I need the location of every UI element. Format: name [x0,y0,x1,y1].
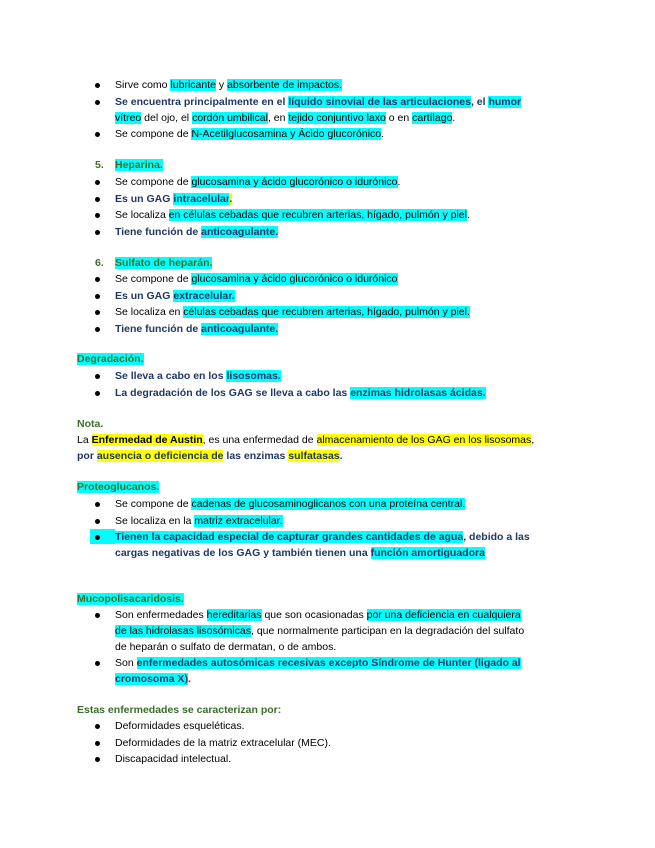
list-item-continuation: vítreo del ojo, el cordón umbilical, en tejido conjuntivo laxo o en cartílago. [115,112,456,124]
note-heading: Nota. [77,418,104,430]
bullet-icon [95,132,100,137]
bullet-icon [95,502,100,507]
list-item: Se localiza en la matriz extracelular. [115,515,283,527]
highlight-mark [90,529,115,544]
bullet-icon [95,374,100,379]
section-heading: Sulfato de heparán. [115,257,213,269]
list-item-continuation: de las hidrolasas lisosómicas, que normalmente participan en la degradación del sulfato [115,625,525,637]
list-item: Discapacidad intelectual. [115,753,232,765]
bullet-icon [95,661,100,666]
bullet-icon [95,310,100,315]
bullet-icon [95,230,100,235]
bullet-icon [95,724,100,729]
list-item: Deformidades de la matriz extracelular (MEC). [115,737,331,749]
section-heading: Degradación. [77,353,144,365]
bullet-icon [95,741,100,746]
bullet-icon [95,391,100,396]
bullet-icon [95,519,100,524]
list-item: Es un GAG extracelular. [115,290,235,302]
section-heading: Heparina. [115,159,163,171]
list-item: Tienen la capacidad especial de capturar grandes cantidades de agua, debido a las [115,531,530,543]
list-item: Se encuentra principalmente en el líquido sinovial de las articulaciones, el humor [115,96,522,108]
bullet-icon [95,100,100,105]
list-item: Tiene función de anticoagulante. [115,226,279,238]
bullet-icon [95,277,100,282]
note-text: por ausencia o deficiencia de las enzimas sulfatasas. [77,450,343,462]
list-item: Se compone de glucosamina y ácido glucorónico o idurónico [115,273,398,285]
list-item: Deformidades esqueléticas. [115,720,245,732]
list-item: La degradación de los GAG se lleva a cabo las enzimas hidrolasas ácidas. [115,387,486,399]
section-number: 5. [95,159,104,171]
list-item: Se localiza en células cebadas que recubren arterias, hígado, pulmón y piel. [115,209,470,221]
bullet-icon [95,613,100,618]
list-item: Es un GAG intracelular. [115,193,233,205]
list-item: Son enfermedades hereditarias que son ocasionadas por una deficiencia en cualquiera [115,609,521,621]
list-item: Se lleva a cabo en los lisosomas. [115,370,281,382]
section-heading: Mucopolisacaridosis. [77,593,184,605]
bullet-icon [95,535,100,540]
list-item: Se compone de N-Acetilglucosamina y Ácido glucorónico. [115,128,385,140]
list-item-continuation: cargas negativas de los GAG y también tienen una función amortiguadora [115,547,485,559]
list-item-continuation: de heparán o sulfato de dermatan, o de ambos. [115,641,337,653]
bullet-icon [95,83,100,88]
bullet-icon [95,294,100,299]
list-item: Sirve como lubricante y absorbente de impactos. [115,79,343,91]
bullet-icon [95,213,100,218]
list-item: Se compone de glucosamina y ácido glucorónico o idurónico. [115,176,401,188]
section-heading: Proteoglucanos. [77,481,160,493]
bullet-icon [95,757,100,762]
list-item: Tiene función de anticoagulante. [115,323,279,335]
bullet-icon [95,180,100,185]
list-item: Son enfermedades autosómicas recesivas excepto Síndrome de Hunter (ligado al [115,657,521,669]
list-item: Se compone de cadenas de glucosaminoglicanos con una proteína central. [115,498,466,510]
bullet-icon [95,197,100,202]
section-heading: Estas enfermedades se caracterizan por: [77,704,282,716]
section-number: 6. [95,257,104,269]
list-item-continuation: cromosoma X). [115,673,191,685]
note-text: La Enfermedad de Austin, es una enfermedad de almacenamiento de los GAG en los lisosomas, [77,434,535,446]
bullet-icon [95,327,100,332]
list-item: Se localiza en células cebadas que recubren arterias, hígado, pulmón y piel. [115,306,470,318]
